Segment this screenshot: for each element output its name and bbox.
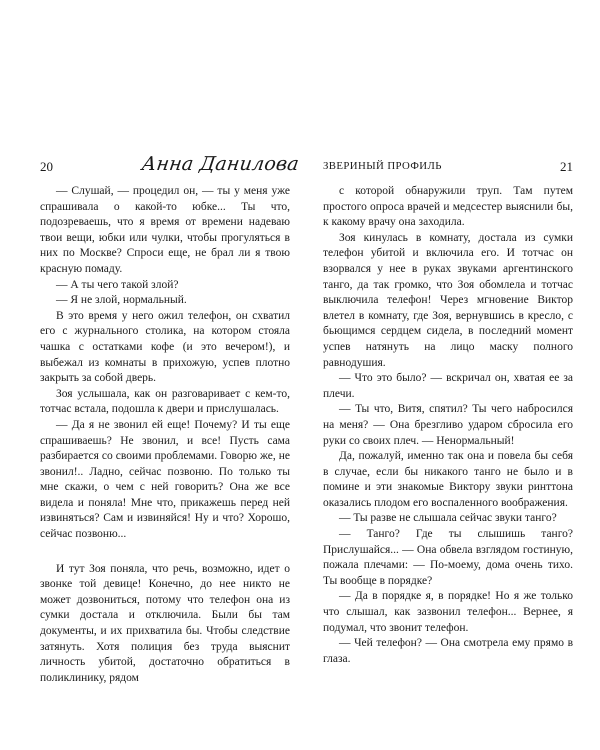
paragraph: — Да в порядке я, в порядке! Но я же только что слышал, как зазвонил телефон... Вернее, я подумал, что звонит телефон. (323, 590, 573, 634)
paragraph: — Танго? Где ты слышишь танго? Прислушайся... — Она обвела взглядом гостиную, пожала плечами: — По-моему, дома очень тихо. Ты вообще в порядке? (323, 528, 573, 587)
paragraph: И тут Зоя поняла, что речь, возможно, идет о звонке той девице! Конечно, до нее никто не может дозвониться, потому что телефон она из сумки достала и отключила. Были бы там документы, и их прихватила бы. Чтобы следствие затянуть. Хотя полиция без труда выяснит личность убитой, достаточно обратиться в поликлинику, рядом (40, 562, 290, 684)
section-break (40, 543, 290, 562)
paragraph: — Я не злой, нормальный. (56, 294, 187, 307)
running-head: ЗВЕРИНЫЙ ПРОФИЛЬ (323, 160, 442, 172)
paragraph: — Слушай, — процедил он, — ты у меня уже спрашивала о какой-то юбке... Ты что, подозреваешь, что я время от времени надеваю твои вещи, юбки или чулки, чтобы прогуляться в них по Москве? Спроси еще, не брал ли я твою красную помаду. (40, 185, 290, 275)
page-number-left: 20 (40, 159, 53, 174)
right-page-header (323, 154, 573, 178)
paragraph: с которой обнаружили труп. Там путем простого опроса врачей и медсестер выяснили бы, к какому врачу она заходила. (323, 185, 573, 229)
paragraph: Зоя услышала, как он разговаривает с кем-то, тотчас встала, подошла к двери и прислушалась. (40, 387, 290, 416)
page-number-right: 21 (560, 159, 573, 174)
paragraph: — Ты разве не слышала сейчас звуки танго? (339, 512, 557, 525)
paragraph: — Что это было? — вскричал он, хватая ее за плечи. (323, 372, 573, 400)
paragraph: — Да я не звонил ей еще! Почему? И ты еще спрашиваешь? Не звонил, и все! Пусть сама разбирается со своими проблемами. Говорю же, не звонил!.. Ладно, сейчас позвоню. По только ты мне скажи, о чем с ней говорить? Она же все видела и поняла! Мне что, прикажешь перед ней извиняться? Сам и извиняйся! Ну и что? Хорошо, сейчас позвоню... (40, 418, 290, 541)
paragraph: Да, пожалуй, именно так она и повела бы себя в случае, если бы никакого танго не было и в помине и эти знакомые Виктору звуки ринттона оказались плодом его воспаленного воображения. (323, 450, 573, 509)
left-page-text (40, 184, 290, 686)
paragraph: — А ты чего такой злой? (56, 278, 179, 291)
paragraph: — Ты что, Витя, спятил? Ты чего набросился на меня? — Она брезгливо ударом сбросила его руки со своих плеч. — Ненормальный! (323, 403, 573, 447)
paragraph: В это время у него ожил телефон, он схватил его с журнального столика, на котором стояла чашка с остатками кофе (и это вечером!), и выбежал из комнаты в прихожую, успев плотно закрыть за собой дверь. (40, 309, 290, 385)
paragraph: Зоя кинулась в комнату, достала из сумки телефон убитой и включила его. И тотчас он взорвался у нее в руках звуками аргентинского танго, да так громко, что Зоя обомлела и тотчас выключила телефон! Через мгновение Виктор влетел в комнату, где Зоя, вернувшись в кресло, с бьющимся сердцем сидела, в последний момент успев натянуть на лицо маску полного равнодушия. (323, 231, 573, 369)
right-page-text (323, 184, 573, 667)
paragraph: — Чей телефон? — Она смотрела ему прямо в глаза. (323, 637, 573, 665)
left-page-header (40, 153, 301, 178)
author-signature: Анна Данилова (140, 153, 301, 175)
